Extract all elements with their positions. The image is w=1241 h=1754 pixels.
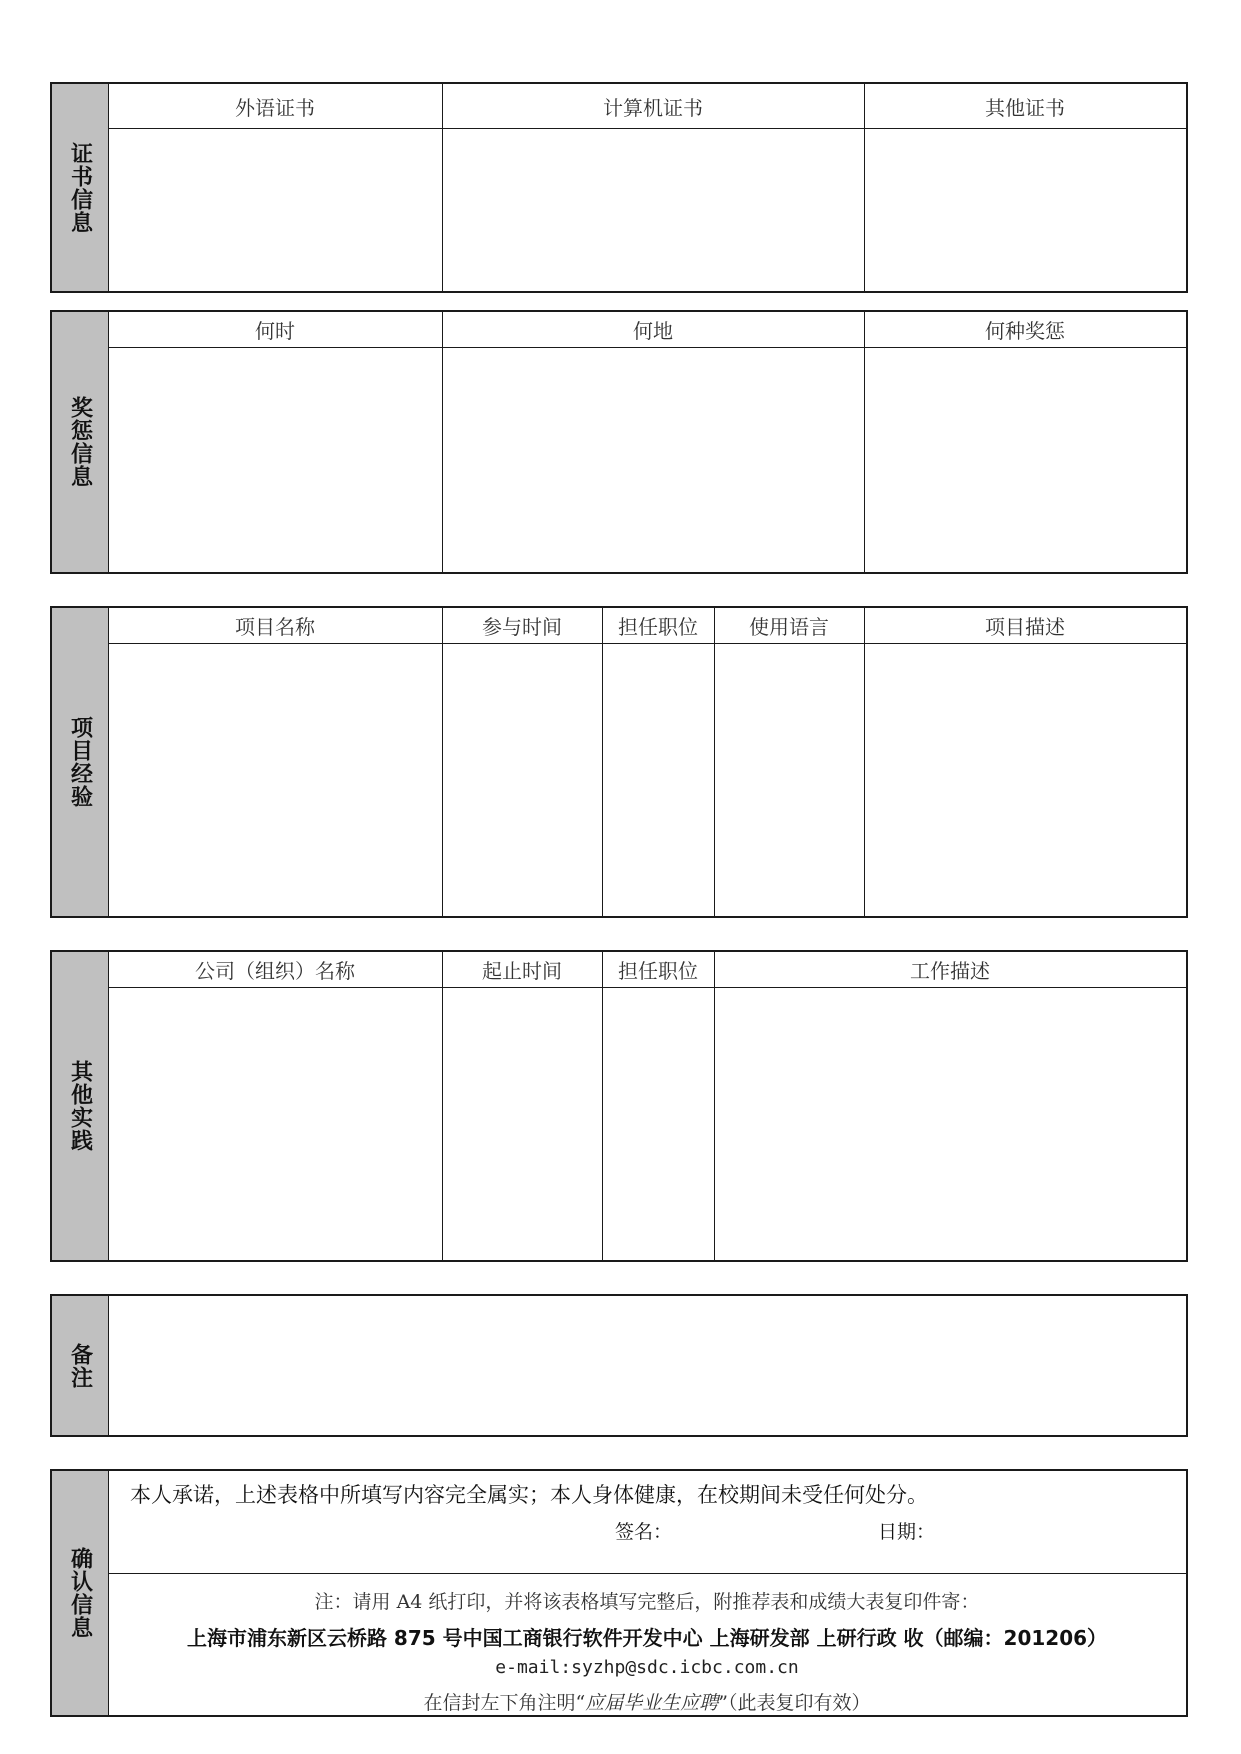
column-divider xyxy=(714,608,715,916)
column-divider xyxy=(714,952,715,1260)
header-project-name: 项目名称 xyxy=(235,615,315,639)
header-foreign-language-cert: 外语证书 xyxy=(235,95,315,120)
practice-side-label: 其他实践 xyxy=(52,952,109,1260)
remarks-section xyxy=(50,1294,1188,1437)
awards-header-row xyxy=(108,312,1186,348)
awards-side-label: 奖惩信息 xyxy=(52,312,109,572)
column-divider xyxy=(864,312,865,572)
projects-grid xyxy=(108,608,1186,916)
column-divider xyxy=(442,952,443,1260)
envelope-note-suffix: ”（此表复印有效） xyxy=(718,1692,871,1714)
confirmation-side-label: 确认信息 xyxy=(52,1471,109,1715)
confirmation-section xyxy=(50,1469,1188,1717)
column-divider xyxy=(602,608,603,916)
column-divider xyxy=(442,84,443,291)
confirmation-content xyxy=(108,1471,1186,1715)
header-work-description: 工作描述 xyxy=(910,959,990,983)
signature-label: 签名： xyxy=(615,1521,673,1543)
column-divider xyxy=(602,952,603,1260)
header-award-type: 何种奖惩 xyxy=(985,319,1065,343)
awards-grid xyxy=(108,312,1186,572)
practice-header-row xyxy=(108,952,1186,988)
header-computer-cert: 计算机证书 xyxy=(603,95,703,120)
date-label: 日期： xyxy=(878,1521,936,1543)
column-divider xyxy=(864,608,865,916)
pledge-area xyxy=(108,1471,1186,1574)
header-position: 担任职位 xyxy=(618,615,698,639)
header-participation-time: 参与时间 xyxy=(482,615,562,639)
header-company-name: 公司（组织）名称 xyxy=(195,959,355,983)
header-position: 担任职位 xyxy=(618,959,698,983)
envelope-note-prefix: 在信封左下角注明“ xyxy=(423,1692,586,1714)
certificates-section xyxy=(50,82,1188,293)
envelope-note xyxy=(108,1688,1186,1715)
certificates-header-row xyxy=(108,84,1186,129)
header-period: 起止时间 xyxy=(482,959,562,983)
practice-grid xyxy=(108,952,1186,1260)
mailing-address: 上海市浦东新区云桥路 875 号中国工商银行软件开发中心 上海研发部 上研行政 收（邮编：201206） xyxy=(186,1626,1108,1650)
certificates-side-label: 证书信息 xyxy=(52,84,109,291)
projects-header-row xyxy=(108,608,1186,644)
awards-section xyxy=(50,310,1188,574)
column-divider xyxy=(864,84,865,291)
header-other-cert: 其他证书 xyxy=(985,95,1065,120)
envelope-note-emphasis: 应届毕业生应聘 xyxy=(585,1692,719,1714)
projects-section xyxy=(50,606,1188,918)
header-where: 何地 xyxy=(633,319,673,343)
projects-side-label: 项目经验 xyxy=(52,608,109,916)
print-note: 注：请用 A4 纸打印，并将该表格填写完整后，附推荐表和成绩大表复印件寄： xyxy=(314,1591,980,1613)
column-divider xyxy=(442,312,443,572)
email-address: e-mail:syzhp@sdc.icbc.com.cn xyxy=(495,1657,799,1678)
remarks-area xyxy=(108,1296,1186,1435)
header-project-description: 项目描述 xyxy=(985,615,1065,639)
header-when: 何时 xyxy=(255,319,295,343)
practice-section xyxy=(50,950,1188,1262)
certificates-grid xyxy=(108,84,1186,291)
column-divider xyxy=(442,608,443,916)
pledge-text: 本人承诺，上述表格中所填写内容完全属实；本人身体健康，在校期间未受任何处分。 xyxy=(130,1483,928,1507)
header-language: 使用语言 xyxy=(749,615,829,639)
remarks-side-label: 备注 xyxy=(52,1296,109,1435)
